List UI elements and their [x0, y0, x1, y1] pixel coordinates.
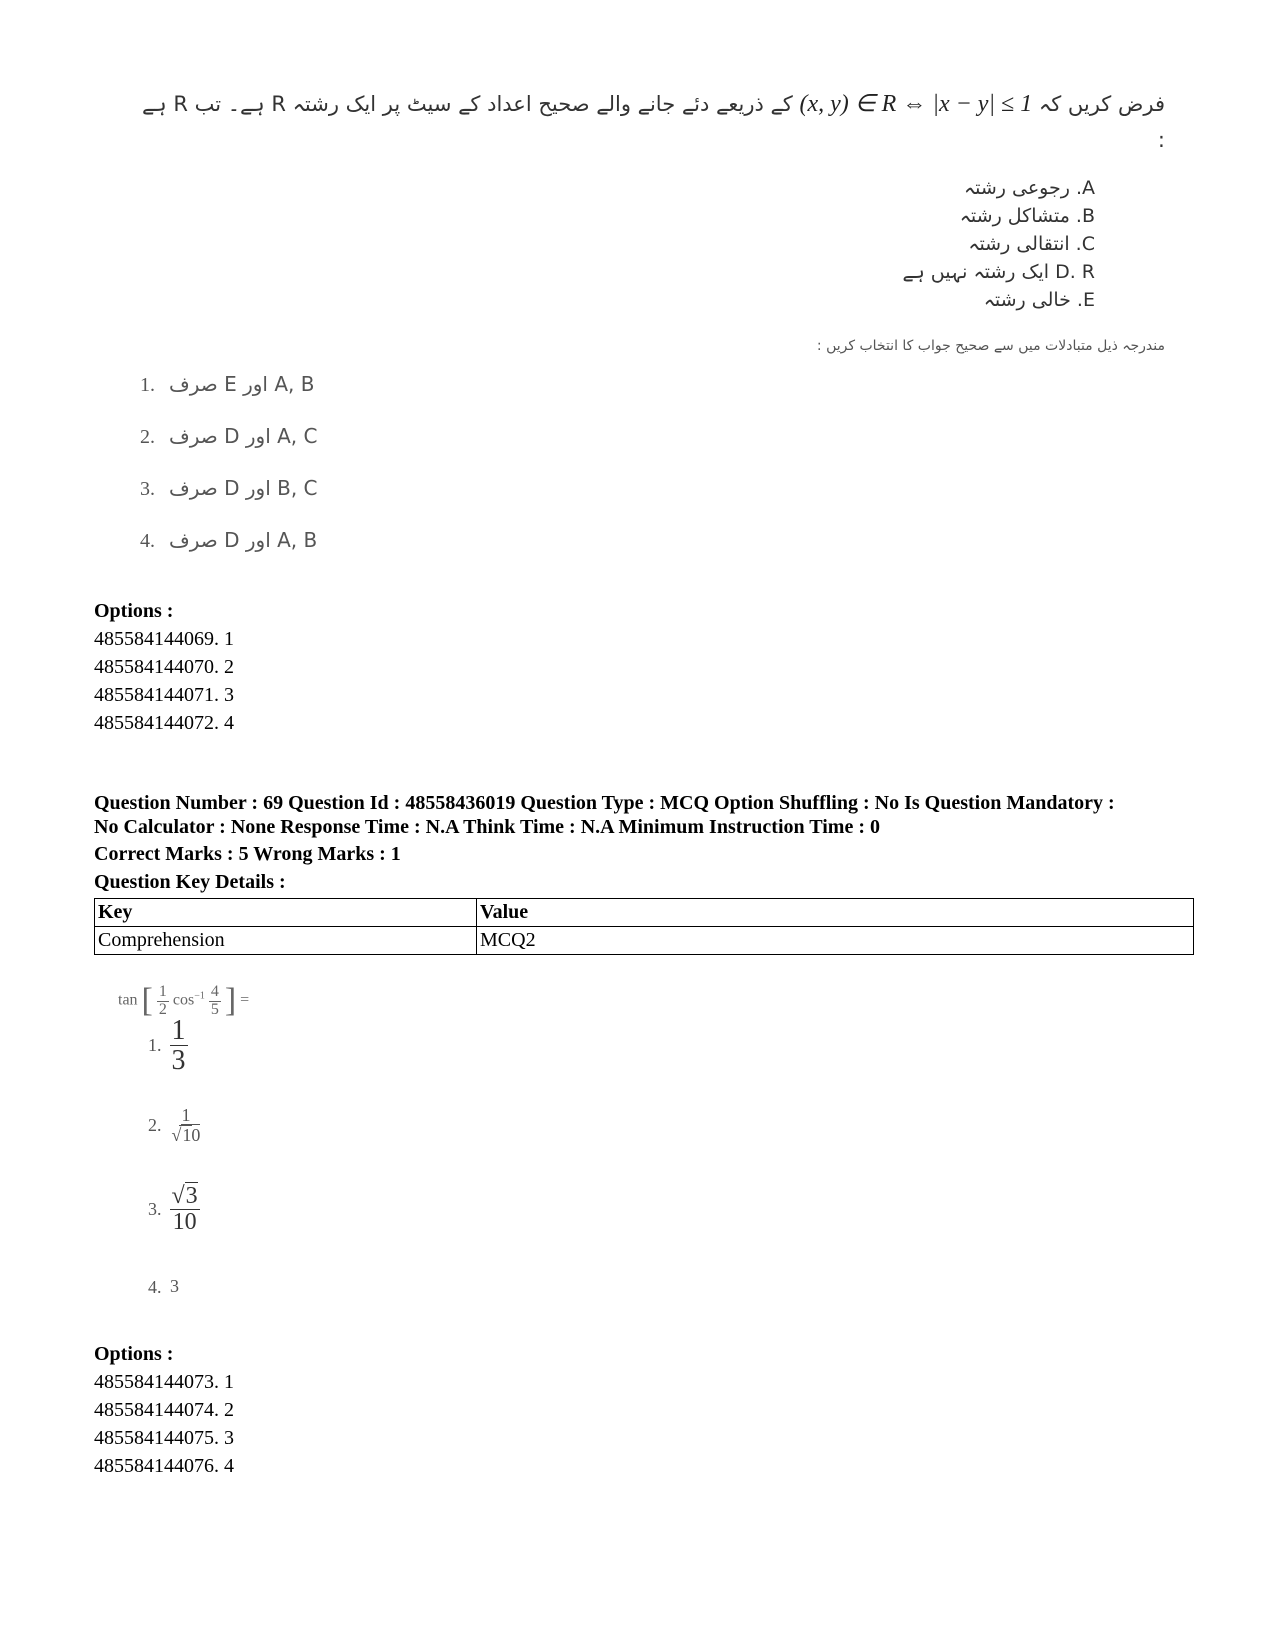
answer-choice: 1. A, B اور E صرف	[140, 372, 315, 396]
option-id: 485584144073. 1	[94, 1371, 234, 1393]
statement-item: E. خالی رشتہ	[983, 289, 1095, 311]
statement-item: A. رجوعی رشتہ	[964, 177, 1095, 199]
table-header-cell: Value	[477, 899, 1194, 927]
table-header-row	[95, 899, 1194, 927]
inner-fraction: $\frac{4}{5}$	[210, 982, 219, 1018]
math-choice: 2. $\frac{1}{√10}$	[148, 1105, 201, 1145]
math-equals: =	[240, 991, 250, 1009]
meta-line: Question Number : 69 Question Id : 48558436019 Question Type : MCQ Option Shuffling : No Is Question Mandatory :	[94, 792, 1115, 814]
instruction-text: مندرجہ ذیل متبادلات میں سے صحیح جواب کا انتخاب کریں :	[816, 338, 1165, 354]
statement-item: B. متشاکل رشتہ	[959, 205, 1095, 227]
stem-suffix: کے ذریعے دئے جانے والے صحیح اعداد کے سیٹ پر ایک رشتہ R ہے۔ تب R ہے	[142, 92, 793, 116]
question-meta	[94, 791, 1184, 839]
answer-choice: 4. A, B اور D صرف	[140, 528, 318, 552]
table-row	[95, 927, 1194, 955]
right-bracket: ]	[224, 982, 237, 1019]
option-id: 485584144075. 3	[94, 1427, 234, 1449]
statement-item: C. انتقالی رشتہ	[968, 233, 1095, 255]
statement-list	[903, 174, 1096, 314]
sqrt-sign: √10	[171, 1124, 201, 1145]
answer-choice: 3. B, C اور D صرف	[140, 476, 318, 500]
option-id: 485584144072. 4	[94, 712, 234, 734]
math-choice: 3. $\frac{√3}{10}$	[148, 1183, 198, 1236]
table-cell: MCQ2	[477, 927, 1194, 955]
stem-math: (x, y) ∈ R ⇔ |x − y| ≤ 1	[799, 91, 1033, 117]
question-stem	[105, 86, 1165, 158]
meta-line: No Calculator : None Response Time : N.A Think Time : N.A Minimum Instruction Time : 0	[94, 816, 880, 838]
key-details-table	[94, 898, 1194, 955]
option-id: 485584144074. 2	[94, 1399, 234, 1421]
math-inverse: −1	[194, 990, 205, 1002]
option-id: 485584144076. 4	[94, 1455, 234, 1477]
math-fn: tan	[118, 991, 138, 1009]
half-fraction: $\frac{1}{2}$	[158, 982, 167, 1018]
key-details-label: Question Key Details :	[94, 871, 286, 893]
left-bracket: [	[141, 982, 153, 1019]
option-id: 485584144070. 2	[94, 656, 234, 678]
table-cell: Comprehension	[95, 927, 477, 955]
marks-line: Correct Marks : 5 Wrong Marks : 1	[94, 843, 401, 865]
choice-fraction: $\frac{√3}{10}$	[171, 1183, 198, 1236]
sqrt-sign: √3	[171, 1183, 198, 1209]
choice-value: 3	[170, 1276, 179, 1296]
choice-fraction: $\frac{1}{3}$	[171, 1015, 186, 1077]
choice-fraction: $\frac{1}{√10}$	[171, 1105, 201, 1145]
math-cos: cos	[172, 991, 195, 1009]
math-choice: 1. $\frac{1}{3}$	[148, 1015, 186, 1077]
stem-colon: :	[1157, 128, 1165, 152]
option-id: 485584144071. 3	[94, 684, 234, 706]
option-id: 485584144069. 1	[94, 628, 234, 650]
stem-prefix: فرض کریں کہ	[1038, 92, 1165, 116]
table-header-cell: Key	[95, 899, 477, 927]
statement-item: D. R ایک رشتہ نہیں ہے	[902, 261, 1095, 283]
math-choice: 4. 3	[148, 1276, 179, 1298]
options-label: Options :	[94, 600, 174, 622]
answer-choice: 2. A, C اور D صرف	[140, 424, 318, 448]
options-label: Options :	[94, 1343, 174, 1365]
